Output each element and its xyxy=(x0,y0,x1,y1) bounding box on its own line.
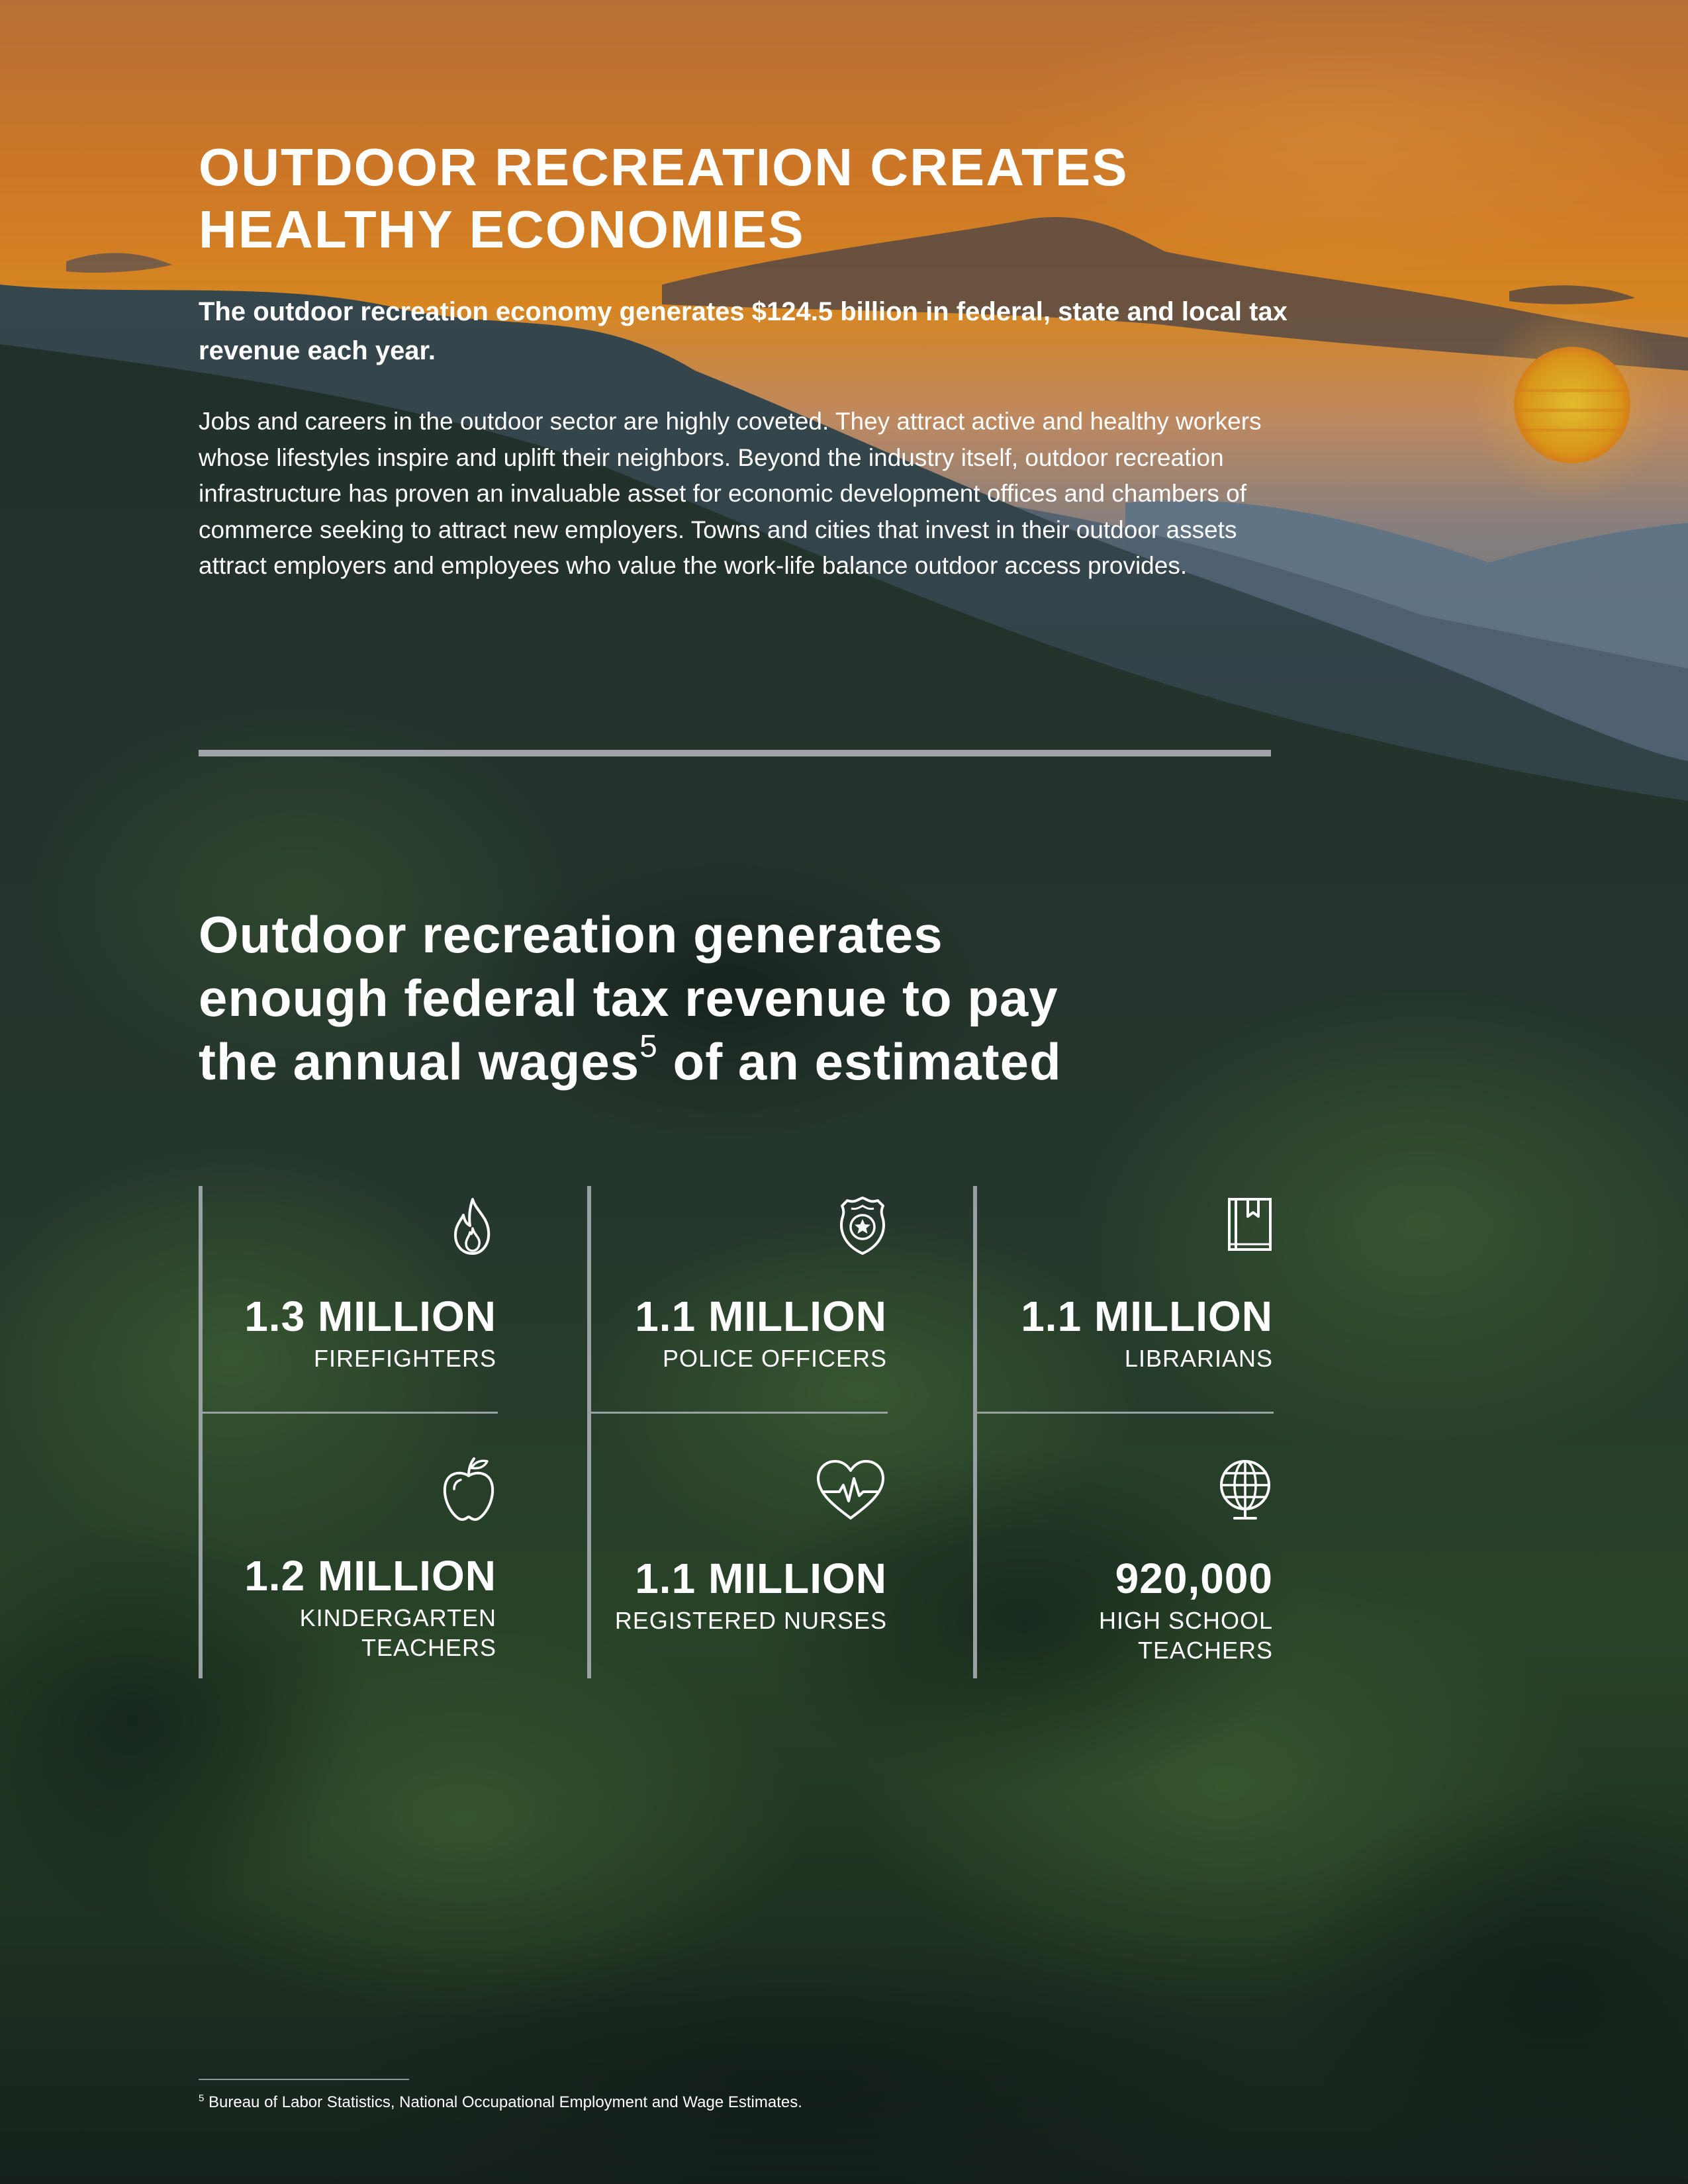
stat-column-rule-1 xyxy=(199,1186,203,1678)
stat-label: HIGH SCHOOL TEACHERS xyxy=(1098,1607,1273,1664)
statement-line-3b: of an estimated xyxy=(657,1032,1062,1091)
stat-label: KINDERGARTEN TEACHERS xyxy=(299,1604,496,1661)
footnote-text: Bureau of Labor Statistics, National Occupational Employment and Wage Estimates. xyxy=(209,2093,802,2111)
title-line-2: HEALTHY ECONOMIES xyxy=(199,200,805,259)
stat-value: 1.3 MILLION xyxy=(244,1293,496,1340)
stat-label: POLICE OFFICERS xyxy=(662,1345,887,1372)
apple-icon xyxy=(441,1456,496,1522)
globe-icon xyxy=(1217,1459,1273,1522)
page-title xyxy=(199,136,1324,261)
book-icon xyxy=(1227,1197,1273,1252)
stat-row-rule-2 xyxy=(591,1412,888,1414)
stat-label: FIREFIGHTERS xyxy=(313,1345,496,1372)
stat-value: 1.1 MILLION xyxy=(635,1555,887,1602)
statement-line-1: Outdoor recreation generates xyxy=(199,905,943,964)
body-paragraph: Jobs and careers in the outdoor sector are highly coveted. They attract active and healthy workers whose lifestyles inspire and uplift their neighbors. Beyond the industry itself, outdoor recreation infrastructure has proven an invaluable asset for economic development offices and chambers of commerce seeking to attract new employers. Towns and cities that invest in their outdoor assets attract employers and employees who value the work-life balance outdoor access provides. xyxy=(199,408,1262,579)
lead-paragraph: The outdoor recreation economy generates $124.5 billion in federal, state and local tax revenue each year. xyxy=(199,297,1288,365)
footnote xyxy=(199,2092,802,2113)
flame-icon xyxy=(449,1197,496,1256)
heartbeat-icon xyxy=(814,1459,887,1522)
stat-row-rule-1 xyxy=(203,1412,498,1414)
statement-line-2: enough federal tax revenue to pay xyxy=(199,969,1058,1027)
police-badge-icon xyxy=(838,1197,887,1256)
stat-row-rule-3 xyxy=(977,1412,1274,1414)
title-line-1: OUTDOOR RECREATION CREATES xyxy=(199,138,1129,197)
footnote-reference: 5 xyxy=(639,1029,658,1064)
footnote-rule xyxy=(199,2079,409,2080)
stat-column-rule-2 xyxy=(587,1186,591,1678)
stat-value: 1.1 MILLION xyxy=(635,1293,887,1340)
stat-value: 1.2 MILLION xyxy=(244,1552,496,1600)
stat-value: 920,000 xyxy=(1115,1555,1273,1602)
stat-value: 1.1 MILLION xyxy=(1021,1293,1273,1340)
statement-heading xyxy=(199,903,1324,1093)
stat-label: REGISTERED NURSES xyxy=(614,1607,887,1634)
statement-line-3a: the annual wages xyxy=(199,1032,640,1091)
stat-column-rule-3 xyxy=(973,1186,977,1678)
stat-label: LIBRARIANS xyxy=(1124,1345,1273,1372)
footnote-number: 5 xyxy=(199,2093,205,2104)
section-divider xyxy=(199,750,1271,756)
